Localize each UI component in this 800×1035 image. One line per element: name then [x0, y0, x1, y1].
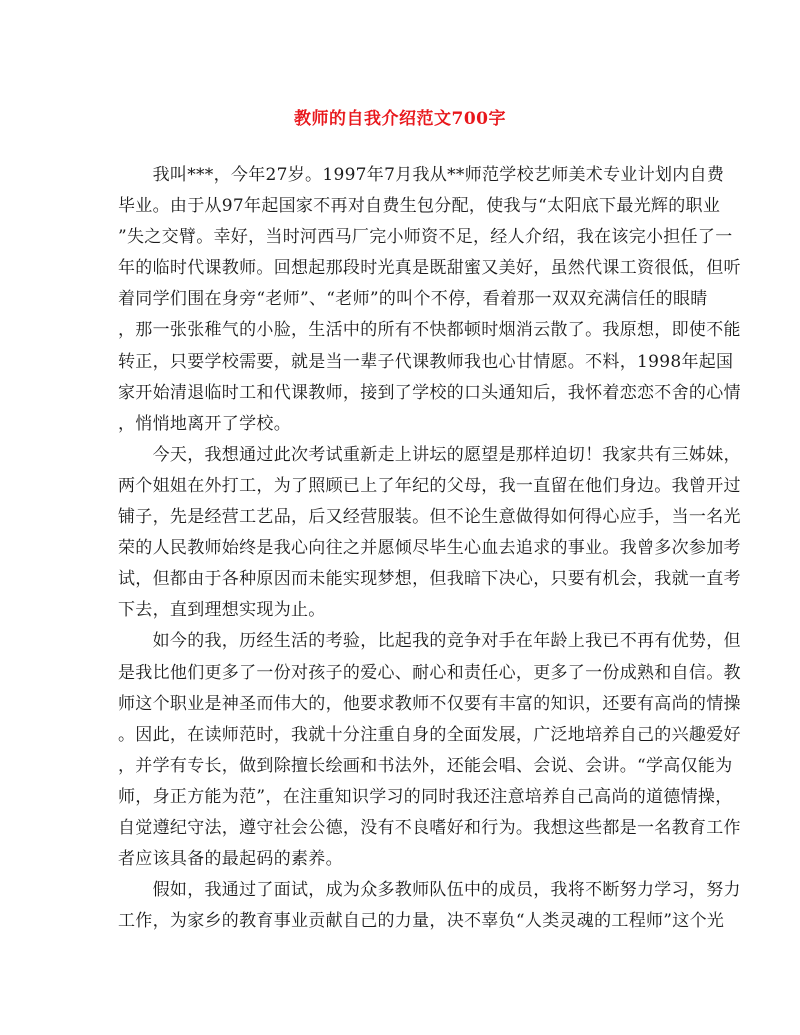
text-line: 。因此，在读师范时，我就十分注重自身的全面发展，广泛地培养自己的兴趣爱好 [118, 724, 741, 745]
document-title: 教师的自我介绍范文700字 [294, 109, 506, 129]
text-line: 两个姐姐在外打工，为了照顾已上了年纪的父母，我一直留在他们身边。我曾开过 [118, 475, 741, 496]
text-line: 荣的人民教师始终是我心向往之并愿倾尽毕生心血去追求的事业。我曾多次参加考 [118, 538, 741, 559]
text-line: 我叫***，今年27岁。1997年7月我从**师范学校艺师美术专业计划内自费 [118, 165, 725, 185]
paragraph-1 [118, 160, 741, 440]
text-line: 假如，我通过了面试，成为众多教师队伍中的成员，我将不断努力学习，努力 [118, 880, 741, 901]
text-line: 是我比他们更多了一份对孩子的爱心、耐心和责任心，更多了一份成熟和自信。教 [118, 662, 741, 683]
text-line: 师这个职业是神圣而伟大的，他要求教师不仅要有丰富的知识，还要有高尚的情操 [118, 693, 741, 714]
paragraph-4 [118, 875, 741, 937]
text-line: 者应该具备的最起码的素养。 [118, 849, 343, 870]
text-line: 下去，直到理想实现为止。 [118, 600, 326, 621]
text-line: ”失之交臂。幸好，当时河西马厂完小师资不足，经人介绍，我在该完小担任了一 [118, 227, 733, 248]
text-line: 如今的我，历经生活的考验，比起我的竞争对手在年龄上我已不再有优势，但 [118, 631, 741, 652]
text-line: 今天，我想通过此次考试重新走上讲坛的愿望是那样迫切！我家共有三姊妹， [118, 444, 741, 465]
text-line: 试，但都由于各种原因而未能实现梦想，但我暗下决心，只要有机会，我就一直考 [118, 569, 741, 590]
text-line: ，并学有专长，做到除擅长绘画和书法外，还能会唱、会说、会讲。“学高仅能为 [118, 755, 733, 776]
text-line: 家开始清退临时工和代课教师，接到了学校的口头通知后，我怀着恋恋不舍的心情 [118, 382, 741, 403]
paragraph-3 [118, 626, 741, 875]
paragraph-2 [118, 440, 741, 627]
text-line: 着同学们围在身旁“老师”、“老师”的叫个不停，看着那一双双充满信任的眼睛 [118, 289, 708, 310]
text-line: 工作，为家乡的教育事业贡献自己的力量，决不辜负“人类灵魂的工程师”这个光 [118, 911, 725, 932]
text-line: 自觉遵纪守法，遵守社会公德，没有不良嗜好和行为。我想这些都是一名教育工作 [118, 817, 741, 838]
text-line: 铺子，先是经营工艺品，后又经营服装。但不论生意做得如何得心应手，当一名光 [118, 507, 741, 528]
text-line: 师，身正方能为范”，在注重知识学习的同时我还注意培养自己高尚的道德情操， [118, 786, 733, 807]
text-line: 年的临时代课教师。回想起那段时光真是既甜蜜又美好，虽然代课工资很低，但听 [118, 258, 741, 279]
text-line: ，悄悄地离开了学校。 [118, 413, 291, 434]
text-line: 毕业。由于从97年起国家不再对自费生包分配，使我与“太阳底下最光辉的职业 [118, 196, 721, 217]
text-line: 转正，只要学校需要，就是当一辈子代课教师我也心甘情愿。不料，1998年起国 [118, 351, 734, 372]
text-line: ，那一张张稚气的小脸，生活中的所有不快都顿时烟消云散了。我原想，即使不能 [118, 320, 741, 341]
document-body [118, 160, 741, 937]
